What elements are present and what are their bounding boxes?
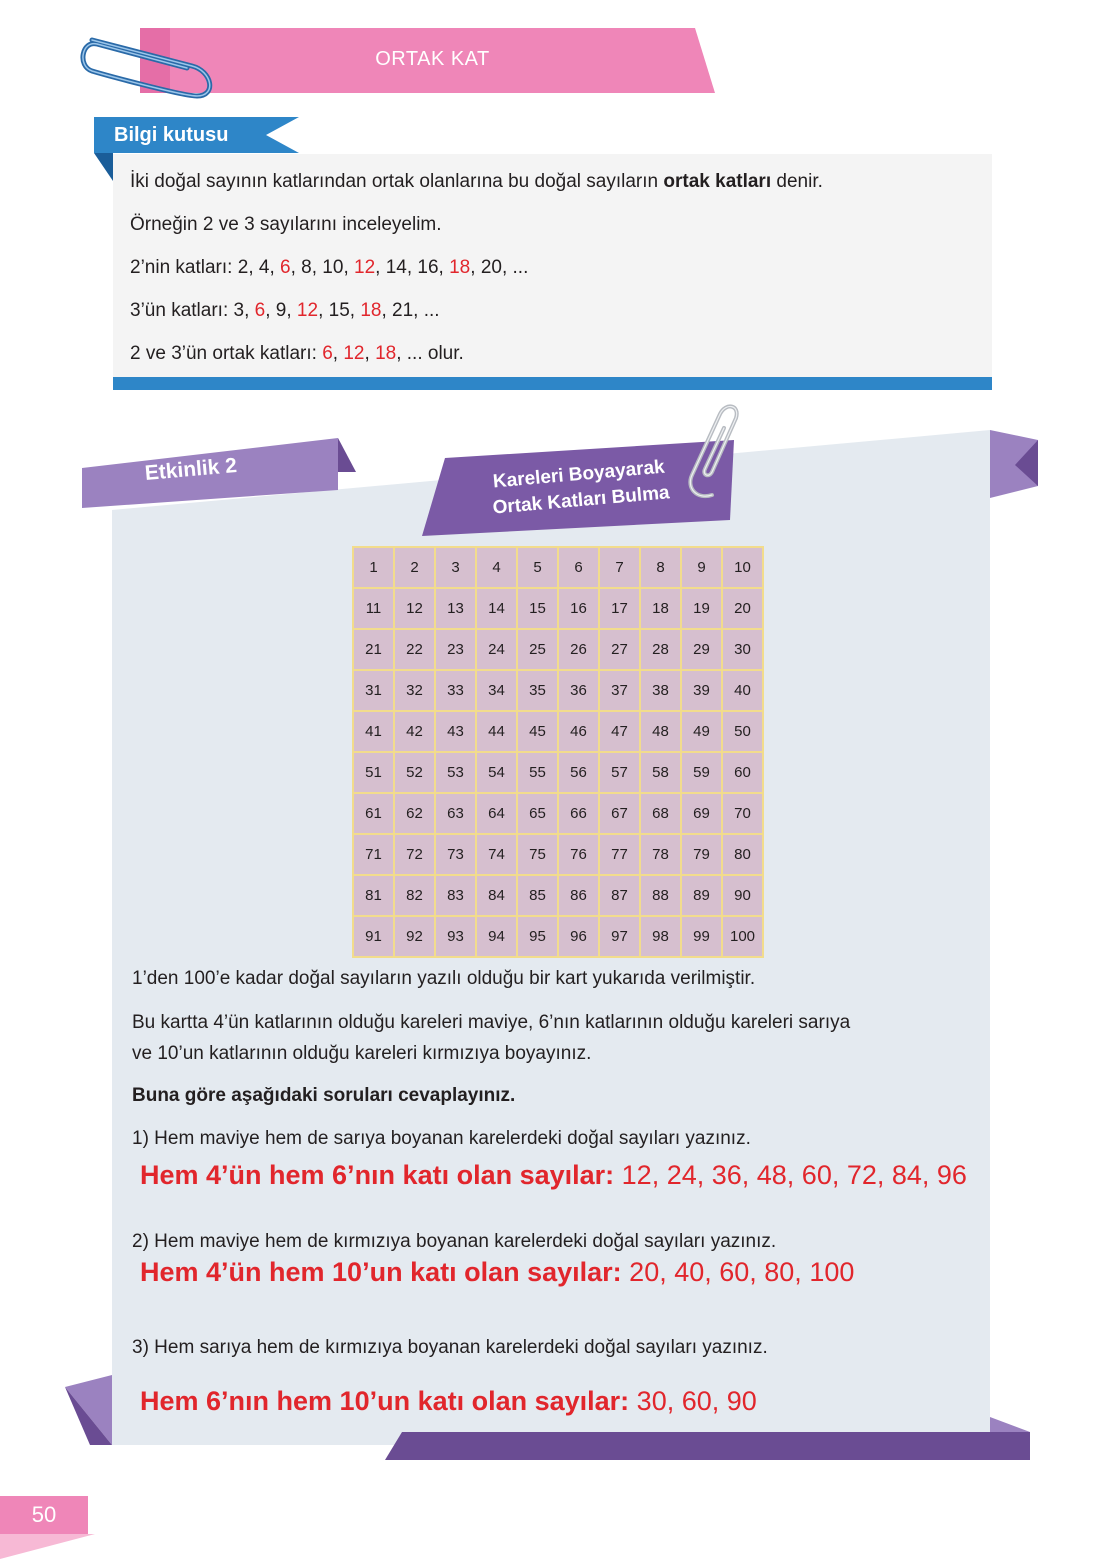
grid-cell[interactable]: 88 [640,875,681,916]
answer-1 [140,1160,991,1191]
grid-cell[interactable]: 13 [435,588,476,629]
multiples-list: 6, 12, 18, [322,343,407,364]
grid-cell[interactable]: 81 [353,875,394,916]
multiple-number: 15 [328,300,350,321]
grid-cell[interactable]: 66 [558,793,599,834]
grid-row [353,588,763,629]
question-1: 1) Hem maviye hem de sarıya boyanan karelerdeki doğal sayıları yazınız. [132,1128,751,1149]
definition-text: İki doğal sayının katlarından ortak olanlarına bu doğal sayıların [130,171,664,192]
grid-cell[interactable]: 25 [517,629,558,670]
grid-row [353,875,763,916]
multiple-number: 18 [375,343,397,364]
grid-row [353,547,763,588]
grid-cell[interactable]: 93 [435,916,476,957]
grid-row [353,629,763,670]
grid-cell[interactable]: 82 [394,875,435,916]
multiple-number: 16 [417,257,439,278]
multiples-of-2 [130,257,528,279]
grid-cell[interactable]: 40 [722,670,763,711]
grid-cell[interactable]: 27 [599,629,640,670]
multiple-number: 18 [360,300,382,321]
activity-title-line1: Kareleri Boyayarak [492,456,666,493]
multiple-number: 18 [449,257,471,278]
grid-cell[interactable]: 17 [599,588,640,629]
grid-cell[interactable]: 64 [476,793,517,834]
grid-cell[interactable]: 86 [558,875,599,916]
info-example-intro: Örneğin 2 ve 3 sayılarını inceleyelim. [130,214,442,235]
grid-cell[interactable]: 61 [353,793,394,834]
multiples-label: 2’nin katları: [130,257,238,278]
multiple-number: 12 [296,300,319,321]
multiple-number: 6 [322,343,333,364]
grid-row [353,916,763,957]
grid-cell[interactable]: 42 [394,711,435,752]
common-multiples-end: ... olur. [406,343,464,364]
grid-cell[interactable]: 89 [681,875,722,916]
grid-row [353,670,763,711]
multiples-list: 2, 4, 6, 8, 10, 12, 14, 16, 18, 20, ... [237,257,529,278]
grid-cell[interactable]: 46 [558,711,599,752]
multiple-number: 14 [385,257,407,278]
answer-label: Hem 4’ün hem 6’nın katı olan sayılar: [140,1160,615,1190]
grid-cell[interactable]: 1 [353,547,394,588]
grid-cell[interactable]: 8 [640,547,681,588]
answer-values: 20, 40, 60, 80, 100 [621,1257,855,1287]
multiples-list: 3, 6, 9, 12, 15, 18, 21, ... [233,300,440,321]
grid-cell[interactable]: 9 [681,547,722,588]
grid-cell[interactable]: 32 [394,670,435,711]
grid-cell[interactable]: 39 [681,670,722,711]
grid-cell[interactable]: 16 [558,588,599,629]
activity-instruction: Buna göre aşağıdaki soruları cevaplayınız. [132,1085,516,1106]
multiple-number: 20 [480,257,502,278]
grid-cell[interactable]: 47 [599,711,640,752]
grid-cell[interactable]: 36 [558,670,599,711]
definition-term: ortak katları [663,171,772,192]
multiple-number: 6 [280,257,291,278]
grid-cell[interactable]: 57 [599,752,640,793]
grid-cell[interactable]: 73 [435,834,476,875]
grid-cell[interactable]: 34 [476,670,517,711]
grid-cell[interactable]: 10 [722,547,763,588]
multiple-number: 6 [254,300,266,321]
grid-cell[interactable]: 70 [722,793,763,834]
grid-cell[interactable]: 67 [599,793,640,834]
grid-cell[interactable]: 5 [517,547,558,588]
grid-cell[interactable]: 4 [476,547,517,588]
multiple-number: 2 [237,257,249,278]
multiple-number: 21 [392,300,414,321]
grid-cell[interactable]: 59 [681,752,722,793]
grid-cell[interactable]: 14 [476,588,517,629]
multiple-number: ... [512,257,529,278]
grid-cell[interactable]: 50 [722,711,763,752]
common-multiples [130,343,464,365]
grid-cell[interactable]: 41 [353,711,394,752]
grid-row [353,752,763,793]
grid-cell[interactable]: 37 [599,670,640,711]
grid-cell[interactable]: 83 [435,875,476,916]
multiple-number: 12 [354,257,376,278]
question-3: 3) Hem sarıya hem de kırmızıya boyanan karelerdeki doğal sayıları yazınız. [132,1337,768,1358]
grid-cell[interactable]: 60 [722,752,763,793]
page-number: 50 [31,1502,57,1527]
grid-cell[interactable]: 96 [558,916,599,957]
multiples-of-3 [130,300,440,322]
grid-cell[interactable]: 55 [517,752,558,793]
grid-cell[interactable]: 92 [394,916,435,957]
grid-cell[interactable]: 15 [517,588,558,629]
grid-cell[interactable]: 95 [517,916,558,957]
answer-2 [140,1257,854,1288]
multiples-label: 3’ün katları: [130,300,234,321]
grid-row [353,711,763,752]
grid-cell[interactable]: 58 [640,752,681,793]
grid-cell[interactable]: 85 [517,875,558,916]
grid-cell[interactable]: 97 [599,916,640,957]
grid-cell[interactable]: 35 [517,670,558,711]
grid-cell[interactable]: 33 [435,670,476,711]
grid-cell[interactable]: 29 [681,629,722,670]
page-title: ORTAK KAT [375,48,490,70]
grid-row [353,793,763,834]
paperclip-icon [672,400,742,505]
grid-cell[interactable]: 71 [353,834,394,875]
grid-cell[interactable]: 24 [476,629,517,670]
answer-3 [140,1386,757,1417]
grid-cell[interactable]: 69 [681,793,722,834]
activity-description-2a: Bu kartta 4’ün katlarının olduğu kareleri maviye, 6’nın katlarının olduğu kareleri sarıya [132,1012,851,1033]
grid-cell[interactable]: 62 [394,793,435,834]
question-2: 2) Hem maviye hem de kırmızıya boyanan karelerdeki doğal sayıları yazınız. [132,1231,777,1252]
multiple-number: ... [423,300,440,321]
grid-cell[interactable]: 65 [517,793,558,834]
info-box-bottom-bar [113,377,992,390]
grid-cell[interactable]: 87 [599,875,640,916]
grid-cell[interactable]: 18 [640,588,681,629]
answer-label: Hem 6’nın hem 10’un katı olan sayılar: [140,1386,630,1416]
grid-cell[interactable]: 52 [394,752,435,793]
activity-label: Etkinlik 2 [143,454,238,486]
grid-cell[interactable]: 72 [394,834,435,875]
activity-description-2b: ve 10’un katlarının olduğu kareleri kırmızıya boyayınız. [132,1043,592,1064]
paperclip-icon [72,18,227,103]
grid-cell[interactable]: 6 [558,547,599,588]
grid-cell[interactable]: 49 [681,711,722,752]
grid-cell[interactable]: 28 [640,629,681,670]
answer-label: Hem 4’ün hem 10’un katı olan sayılar: [140,1257,622,1287]
multiple-number: 8 [301,257,312,278]
grid-cell[interactable]: 74 [476,834,517,875]
answer-values: 30, 60, 90 [629,1386,757,1416]
grid-cell[interactable]: 63 [435,793,476,834]
multiple-number: 3 [233,300,245,321]
grid-cell[interactable]: 3 [435,547,476,588]
grid-cell[interactable]: 12 [394,588,435,629]
grid-cell[interactable]: 2 [394,547,435,588]
info-box-label: Bilgi kutusu [114,124,229,146]
multiple-number: 9 [275,300,287,321]
grid-cell[interactable]: 11 [353,588,394,629]
grid-cell[interactable]: 30 [722,629,763,670]
multiple-number: 10 [322,257,344,278]
grid-cell[interactable]: 44 [476,711,517,752]
answer-values: 12, 24, 36, 48, 60, 72, 84, 96 [614,1160,967,1190]
grid-cell[interactable]: 43 [435,711,476,752]
grid-cell[interactable]: 19 [681,588,722,629]
grid-cell[interactable]: 80 [722,834,763,875]
grid-cell[interactable]: 84 [476,875,517,916]
grid-cell[interactable]: 98 [640,916,681,957]
activity-description-1: 1’den 100’e kadar doğal sayıların yazılı olduğu bir kart yukarıda verilmiştir. [132,968,756,989]
grid-cell[interactable]: 31 [353,670,394,711]
grid-cell[interactable]: 78 [640,834,681,875]
grid-cell[interactable]: 48 [640,711,681,752]
grid-cell[interactable]: 51 [353,752,394,793]
activity-title-line2: Ortak Katları Bulma [491,482,671,519]
grid-cell[interactable]: 38 [640,670,681,711]
grid-cell[interactable]: 68 [640,793,681,834]
grid-cell[interactable]: 53 [435,752,476,793]
grid-cell[interactable]: 26 [558,629,599,670]
multiple-number: 4 [258,257,270,278]
grid-cell[interactable]: 45 [517,711,558,752]
grid-cell[interactable]: 99 [681,916,722,957]
grid-cell[interactable]: 7 [599,547,640,588]
grid-cell[interactable]: 94 [476,916,517,957]
info-definition [130,171,823,193]
definition-end: denir. [771,171,823,192]
grid-row [353,834,763,875]
grid-cell[interactable]: 76 [558,834,599,875]
grid-cell[interactable]: 90 [722,875,763,916]
grid-cell[interactable]: 91 [353,916,394,957]
number-grid [352,546,764,958]
multiples-label: 2 ve 3’ün ortak katları: [130,343,323,364]
grid-cell[interactable]: 22 [394,629,435,670]
page-corner-decoration [0,1534,95,1559]
grid-cell[interactable]: 100 [722,916,763,957]
grid-cell[interactable]: 75 [517,834,558,875]
grid-cell[interactable]: 23 [435,629,476,670]
grid-cell[interactable]: 20 [722,588,763,629]
grid-cell[interactable]: 21 [353,629,394,670]
multiple-number: 12 [343,343,365,364]
grid-cell[interactable]: 77 [599,834,640,875]
grid-cell[interactable]: 54 [476,752,517,793]
grid-cell[interactable]: 56 [558,752,599,793]
grid-cell[interactable]: 79 [681,834,722,875]
